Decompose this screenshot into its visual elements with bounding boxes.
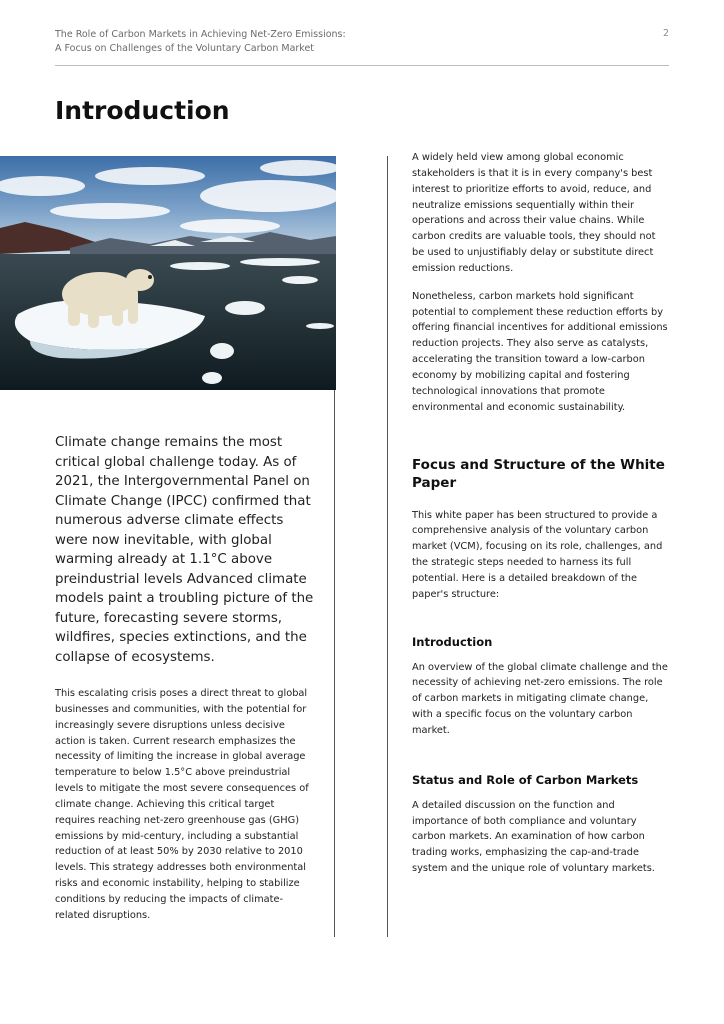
page-number: 2 (662, 28, 669, 39)
lead-paragraph: Climate change remains the most critical global challenge today. As of 2021, the Intergovernmental Panel on Climate Change (IPCC) confirmed that numerous adverse climate effects were now inevitable, with global warming already at 1.1°C above preindustrial levels Advanced climate models paint a troubling picture of the future, forecasting severe storms, wildfires, species extinctions, and the collapse of ecosystems. (55, 435, 314, 665)
introduction-text: An overview of the global climate challenge and the necessity of achieving net-zero emissions. The role of carbon markets in mitigating climate change, with a specific focus on the voluntary carbon market. (412, 661, 668, 736)
status-role-subheading: Status and Role of Carbon Markets (412, 772, 639, 787)
column-divider-right (387, 156, 388, 937)
focus-structure-text: This white paper has been structured to provide a comprehensive analysis of the voluntary carbon market (VCM), focusing on its role, challenges, and the strategic steps needed to harness its full potential. Here is a detailed breakdown of the paper's structure: (412, 509, 663, 600)
right-paragraph-2: Nonetheless, carbon markets hold significant potential to complement these reduction efforts by offering financial incentives for additional emissions reduction projects. They also serve as catalysts, accelerating the transition toward a low-carbon economy by mobilizing capital and fostering technological innovations that promote environmental and economic sustainability. (412, 290, 668, 413)
column-divider-left (334, 390, 335, 937)
bear-nose (148, 275, 152, 279)
header-title-line-2: A Focus on Challenges of the Voluntary Carbon Market (55, 43, 315, 54)
header-divider (55, 65, 669, 66)
right-column (412, 150, 670, 889)
running-header (55, 28, 669, 56)
status-role-text: A detailed discussion on the function and importance of both compliance and voluntary carbon markets. An examination of how carbon trading works, emphasizing the cap-and-trade system and the unique role of voluntary markets. (412, 799, 655, 875)
header-title-line-1: The Role of Carbon Markets in Achieving Net-Zero Emissions: (55, 29, 346, 40)
introduction-subheading: Introduction (412, 634, 493, 649)
right-paragraph-1: A widely held view among global economic stakeholders is that it is in every company's best interest to prioritize efforts to avoid, reduce, and neutralize emissions sequentially within their operations and across their value chains. While carbon credits are valuable tools, they should not be used to unjustifiably delay or substitute direct emission reductions. (412, 152, 656, 274)
polar-bear-photo (0, 156, 336, 390)
focus-structure-heading: Focus and Structure of the White Paper (412, 456, 665, 491)
page-title: Introduction (55, 96, 230, 125)
body-paragraph-left: This escalating crisis poses a direct threat to global businesses and communities, with the potential for increasingly severe disruptions unless decisive action is taken. Current research emphasizes the necessity of limiting the increase in global average temperature to below 1.5°C above preindustrial levels to mitigate the most severe consequences of climate change. Achieving this critical target requires reaching net-zero greenhouse gas (GHG) emissions by mid-century, including a substantial reduction of at least 50% by 2030 relative to 2010 levels. This strategy addresses both environmental risks and economic instability, helping to stabilize conditions by reducing the impacts of climate-related disruptions. (55, 688, 309, 921)
